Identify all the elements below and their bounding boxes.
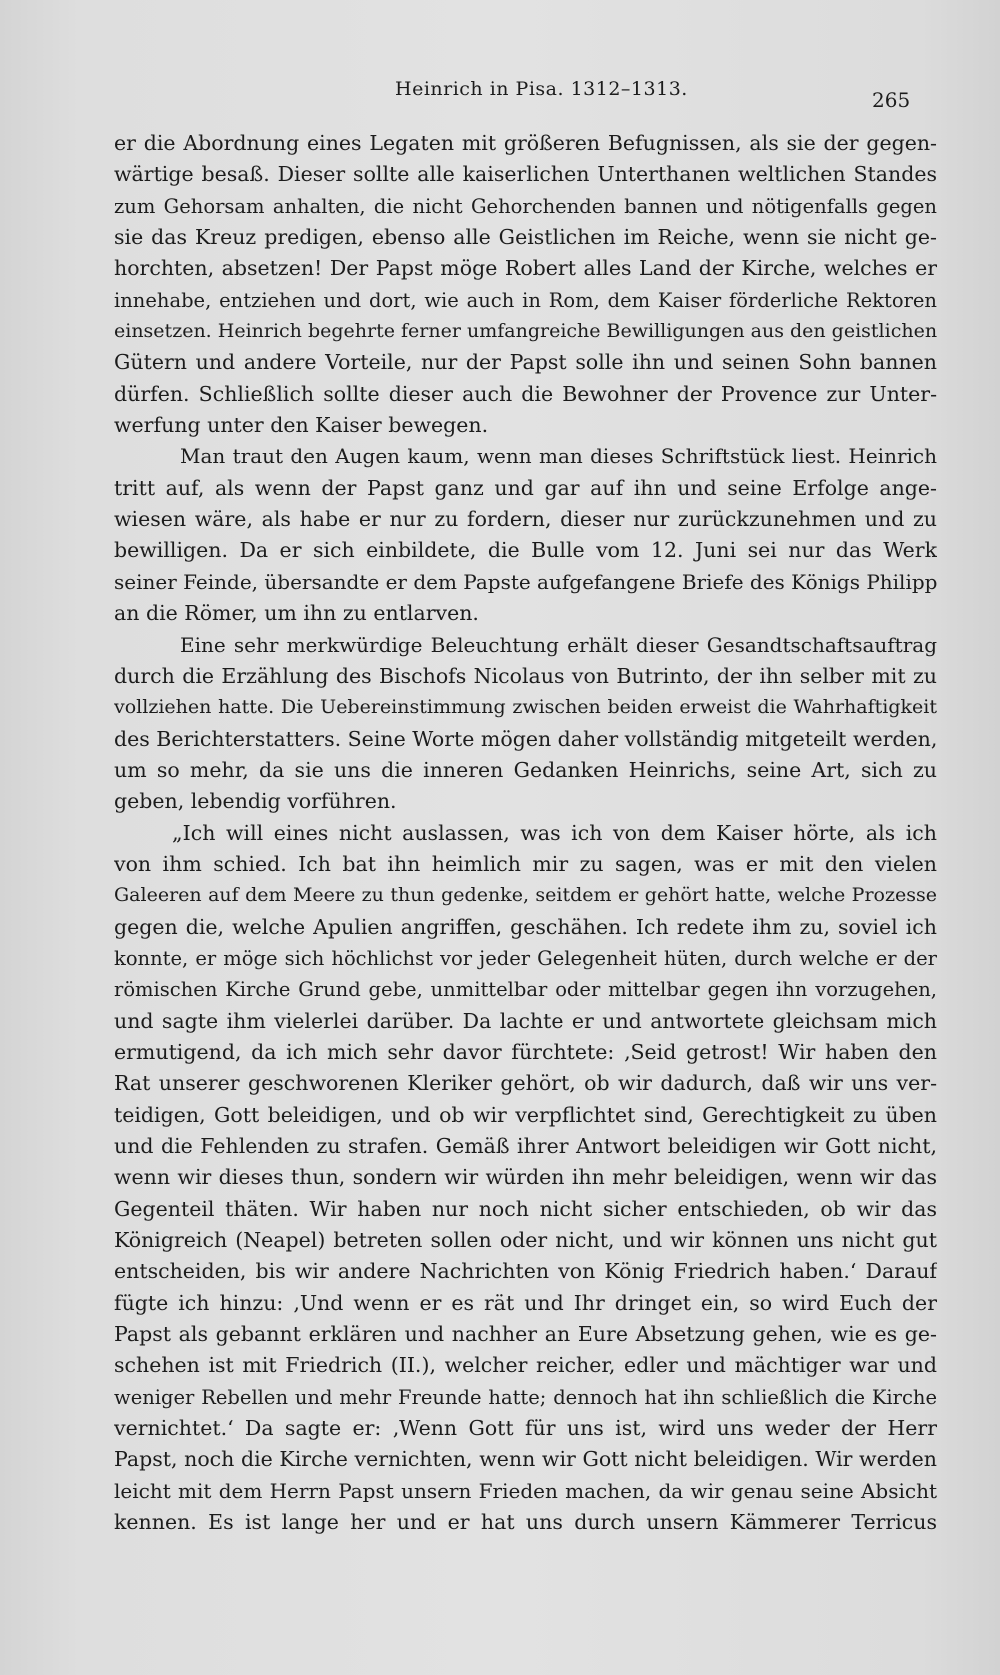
text-line: wenn wir dieses thun, sondern wir würden ihn mehr beleidigen, wenn wir das bbox=[114, 1165, 937, 1190]
text-line: tritt auf, als wenn der Papst ganz und gar auf ihn und seine Erfolge ange- bbox=[114, 475, 937, 500]
text-line: kennen. Es ist lange her und er hat uns durch unsern Kämmerer Terricus bbox=[114, 1510, 937, 1535]
text-line: fügte ich hinzu: ‚Und wenn er es rät und Ihr dringet ein, so wird Euch der bbox=[114, 1290, 937, 1315]
text-line: „Ich will eines nicht auslassen, was ich von dem Kaiser hörte, als ich bbox=[172, 820, 937, 845]
text-line: horchten, absetzen! Der Papst möge Robert alles Land der Kirche, welches er bbox=[114, 256, 937, 281]
text-line: er die Abordnung eines Legaten mit größeren Befugnissen, als sie der gegen- bbox=[114, 131, 937, 155]
text-line: römischen Kirche Grund gebe, unmittelbar oder mittelbar gegen ihn vorzugehen, bbox=[114, 978, 937, 1002]
text-line: schehen ist mit Friedrich (II.), welcher reicher, edler und mächtiger war und bbox=[114, 1353, 937, 1378]
text-line: Papst, noch die Kirche vernichten, wenn wir Gott nicht beleidigen. Wir werden bbox=[114, 1447, 937, 1472]
text-line: von ihm schied. Ich bat ihn heimlich mir zu sagen, was er mit den vielen bbox=[114, 851, 937, 876]
text-line: ermutigend, da ich mich sehr davor fürchtete: ‚Seid getrost! Wir haben den bbox=[114, 1039, 937, 1064]
text-line: des Berichterstatters. Seine Worte mögen daher vollständig mitgeteilt werden, bbox=[114, 726, 937, 751]
text-line: konnte, er möge sich höchlichst vor jeder Gelegenheit hüten, durch welche er der bbox=[114, 946, 937, 970]
text-line: werfung unter den Kaiser bewegen. bbox=[114, 413, 489, 438]
page-number: 265 bbox=[872, 88, 911, 112]
text-line: Rat unserer geschworenen Kleriker gehört, ob wir dadurch, daß wir uns ver- bbox=[114, 1071, 937, 1096]
text-line: und sagte ihm vielerlei darüber. Da lachte er und antwortete gleichsam mich bbox=[114, 1008, 937, 1033]
text-line: zum Gehorsam anhalten, die nicht Gehorchenden bannen und nötigenfalls gegen bbox=[114, 194, 937, 218]
text-line: und die Fehlenden zu strafen. Gemäß ihrer Antwort beleidigen wir Gott nicht, bbox=[114, 1134, 937, 1158]
text-line: leicht mit dem Herrn Papst unsern Frieden machen, da wir genau seine Absicht bbox=[114, 1478, 937, 1503]
text-line: an die Römer, um ihn zu entlarven. bbox=[114, 601, 479, 626]
text-line: dürfen. Schließlich sollte dieser auch die Bewohner der Provence zur Unter- bbox=[114, 381, 937, 406]
text-line: vollziehen hatte. Die Uebereinstimmung zwischen beiden erweist die Wahrhaftigkeit bbox=[114, 696, 937, 719]
text-line: durch die Erzählung des Bischofs Nicolaus von Butrinto, der ihn selber mit zu bbox=[114, 663, 937, 688]
text-line: Eine sehr merkwürdige Beleuchtung erhält dieser Gesandtschaftsauftrag bbox=[180, 632, 937, 657]
text-line: entscheiden, bis wir andere Nachrichten von König Friedrich haben.‘ Darauf bbox=[114, 1259, 937, 1284]
text-line: weniger Rebellen und mehr Freunde hatte; dennoch hat ihn schließlich die Kirche bbox=[114, 1385, 937, 1409]
text-line: Gütern und andere Vorteile, nur der Papst solle ihn und seinen Sohn bannen bbox=[114, 350, 937, 375]
text-line: innehabe, entziehen und dort, wie auch in Rom, dem Kaiser förderliche Rektoren bbox=[114, 288, 937, 312]
text-line: wiesen wäre, als habe er nur zu fordern, dieser nur zurückzunehmen und zu bbox=[114, 507, 937, 532]
text-line: einsetzen. Heinrich begehrte ferner umfangreiche Bewilligungen aus den geistlichen bbox=[114, 320, 937, 343]
text-line: seiner Feinde, übersandte er dem Papste aufgefangene Briefe des Königs Philipp bbox=[114, 569, 937, 594]
text-line: Königreich (Neapel) betreten sollen oder nicht, und wir können uns nicht gut bbox=[114, 1228, 937, 1253]
text-line: gegen die, welche Apulien angriffen, geschähen. Ich redete ihm zu, soviel ich bbox=[114, 914, 937, 939]
running-head bbox=[0, 78, 1000, 112]
text-line: bewilligen. Da er sich einbildete, die Bulle vom 12. Juni sei nur das Werk bbox=[114, 538, 937, 563]
text-line: geben, lebendig vorführen. bbox=[114, 789, 397, 814]
text-line: wärtige besaß. Dieser sollte alle kaiserlichen Unterthanen weltlichen Standes bbox=[114, 162, 937, 187]
text-line: Galeeren auf dem Meere zu thun gedenke, seitdem er gehört hatte, welche Prozesse bbox=[114, 884, 937, 907]
text-line: vernichtet.‘ Da sagte er: ‚Wenn Gott für uns ist, wird uns weder der Herr bbox=[114, 1416, 937, 1441]
text-line: um so mehr, da sie uns die inneren Gedanken Heinrichs, seine Art, sich zu bbox=[114, 757, 937, 782]
text-line: sie das Kreuz predigen, ebenso alle Geistlichen im Reiche, wenn sie nicht ge- bbox=[114, 225, 937, 250]
text-line: Gegenteil thäten. Wir haben nur noch nicht sicher entschieden, ob wir das bbox=[114, 1196, 937, 1221]
text-line: Papst als gebannt erklären und nachher an Eure Absetzung gehen, wie es ge- bbox=[114, 1322, 937, 1347]
running-title: Heinrich in Pisa. 1312–1313. bbox=[395, 78, 688, 100]
text-line: Man traut den Augen kaum, wenn man dieses Schriftstück liest. Heinrich bbox=[180, 444, 937, 469]
text-line: teidigen, Gott beleidigen, und ob wir verpflichtet sind, Gerechtigkeit zu üben bbox=[114, 1102, 937, 1127]
body-text bbox=[114, 128, 937, 1538]
